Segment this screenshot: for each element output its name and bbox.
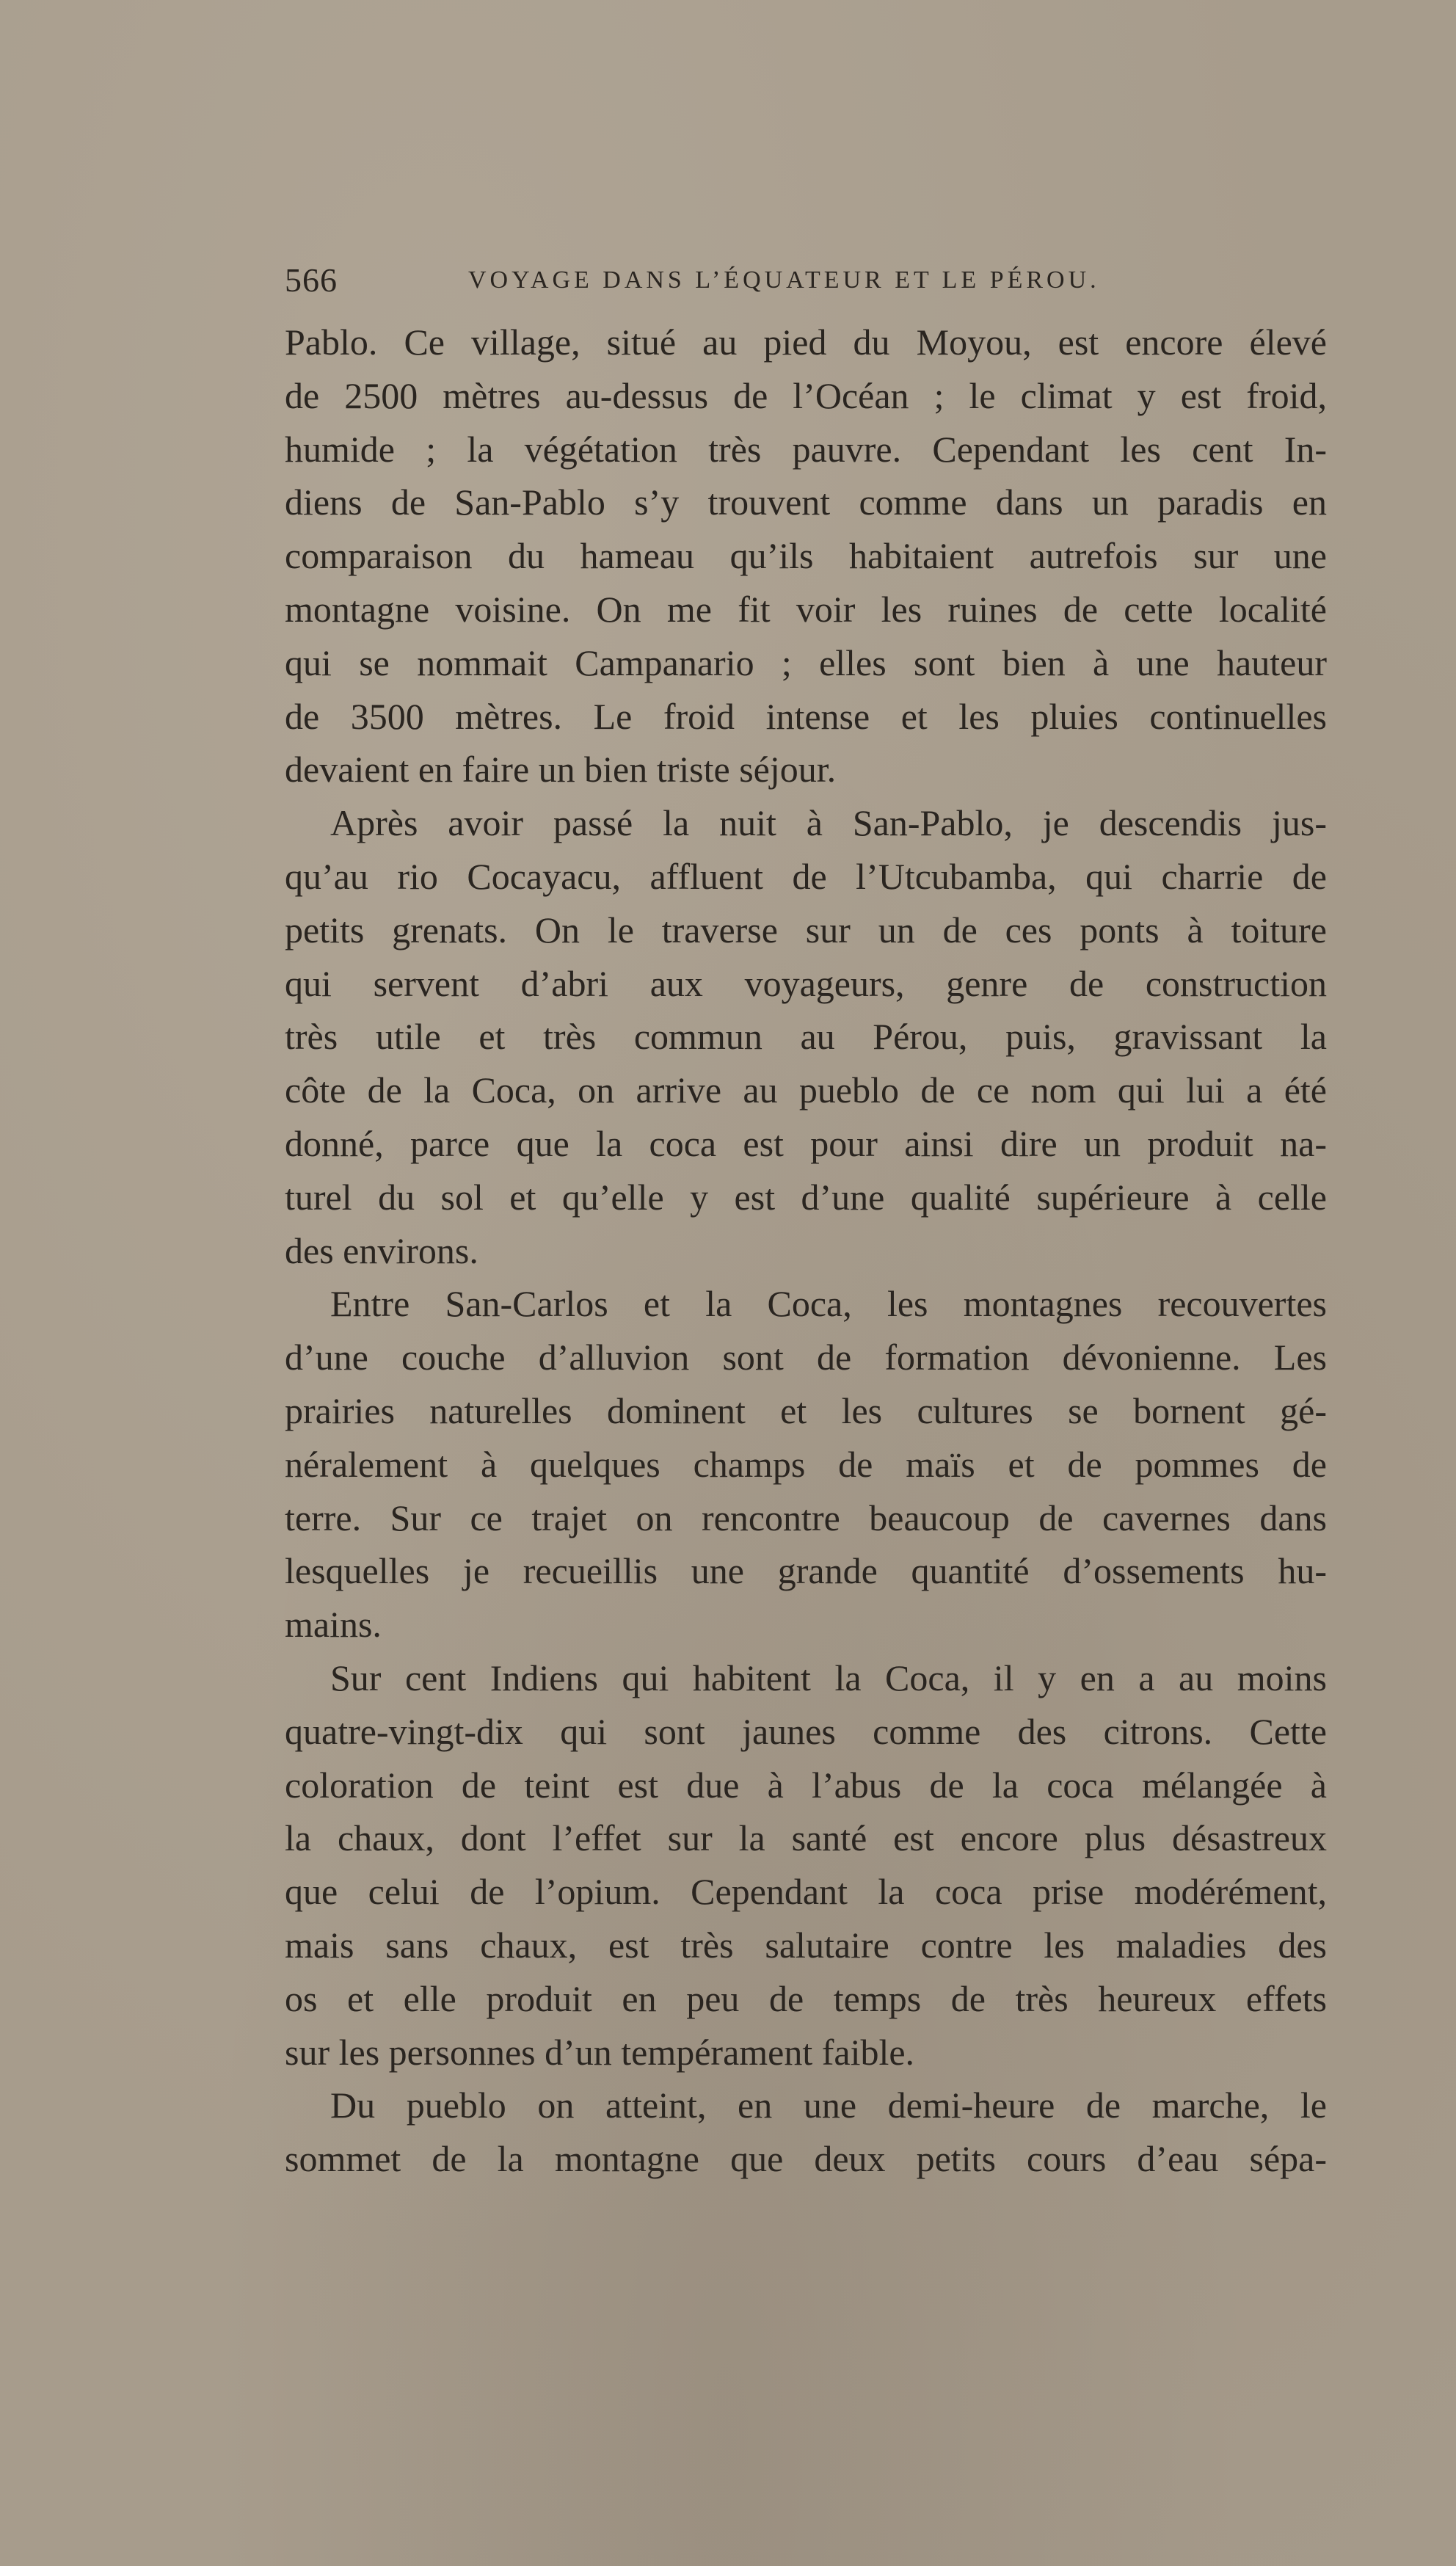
text-line: sur les personnes d’un tempérament faible. xyxy=(285,2031,915,2073)
text-line: humide ; la végétation très pauvre. Cependant les cent In- xyxy=(285,428,1327,470)
text-line: mains. xyxy=(285,1604,382,1646)
text-line: comparaison du hameau qu’ils habitaient autrefois sur une xyxy=(285,535,1327,577)
text-line: qui se nommait Campanario ; elles sont bien à une hauteur xyxy=(285,642,1327,683)
text-line: quatre-vingt-dix qui sont jaunes comme des citrons. Cette xyxy=(285,1710,1327,1752)
text-line: que celui de l’opium. Cependant la coca prise modérément, xyxy=(285,1871,1327,1913)
text-line: mais sans chaux, est très salutaire contre les maladies des xyxy=(285,1924,1327,1966)
paragraph xyxy=(285,1651,1327,2079)
body-text xyxy=(285,316,1327,2186)
text-line: très utile et très commun au Pérou, puis, gravissant la xyxy=(285,1016,1327,1058)
text-line: os et elle produit en peu de temps de très heureux effets xyxy=(285,1977,1327,2019)
text-line: sommet de la montagne que deux petits cours d’eau sépa- xyxy=(285,2138,1327,2180)
text-line: des environs. xyxy=(285,1229,478,1271)
text-line: qui servent d’abri aux voyageurs, genre de construction xyxy=(285,962,1327,1004)
text-line: petits grenats. On le traverse sur un de ces ponts à toiture xyxy=(285,909,1327,951)
paragraph xyxy=(285,1277,1327,1651)
text-line: devaient en faire un bien triste séjour. xyxy=(285,749,837,790)
text-line: néralement à quelques champs de maïs et de pommes de xyxy=(285,1443,1327,1485)
paragraph xyxy=(285,2079,1327,2186)
text-line: côte de la Coca, on arrive au pueblo de ce nom qui lui a été xyxy=(285,1069,1327,1111)
text-line: la chaux, dont l’effet sur la santé est encore plus désastreux xyxy=(285,1817,1327,1859)
text-line: qu’au rio Cocayacu, affluent de l’Utcubamba, qui charrie de xyxy=(285,855,1327,897)
text-line: coloration de teint est due à l’abus de la coca mélangée à xyxy=(285,1764,1327,1806)
text-line: de 3500 mètres. Le froid intense et les pluies continuelles xyxy=(285,695,1327,737)
text-line: donné, parce que la coca est pour ainsi dire un produit na- xyxy=(285,1122,1327,1164)
text-line: Entre San-Carlos et la Coca, les montagnes recouvertes xyxy=(330,1283,1327,1325)
text-line: prairies naturelles dominent et les cultures se bornent gé- xyxy=(285,1389,1327,1431)
text-line: Du pueblo on atteint, en une demi-heure de marche, le xyxy=(330,2085,1327,2126)
text-line: montagne voisine. On me fit voir les ruines de cette localité xyxy=(285,588,1327,630)
running-head xyxy=(285,261,1327,305)
running-title: VOYAGE DANS L’ÉQUATEUR ET LE PÉROU. xyxy=(468,266,1100,294)
text-line: diens de San-Pablo s’y trouvent comme dans un paradis en xyxy=(285,481,1327,523)
text-line: Sur cent Indiens qui habitent la Coca, il y en a au moins xyxy=(330,1657,1327,1698)
text-line: terre. Sur ce trajet on rencontre beaucoup de cavernes dans xyxy=(285,1497,1327,1538)
text-line: Pablo. Ce village, situé au pied du Moyou, est encore élevé xyxy=(285,321,1327,363)
paragraph xyxy=(285,796,1327,1277)
text-line: turel du sol et qu’elle y est d’une qualité supérieure à celle xyxy=(285,1176,1327,1218)
text-line: de 2500 mètres au-dessus de l’Océan ; le climat y est froid, xyxy=(285,374,1327,416)
page-number: 566 xyxy=(285,261,338,299)
text-line: d’une couche d’alluvion sont de formation dévonienne. Les xyxy=(285,1337,1327,1378)
text-line: Après avoir passé la nuit à San-Pablo, je descendis jus- xyxy=(330,802,1327,844)
paragraph xyxy=(285,316,1327,796)
text-line: lesquelles je recueillis une grande quantité d’ossements hu- xyxy=(285,1550,1327,1592)
